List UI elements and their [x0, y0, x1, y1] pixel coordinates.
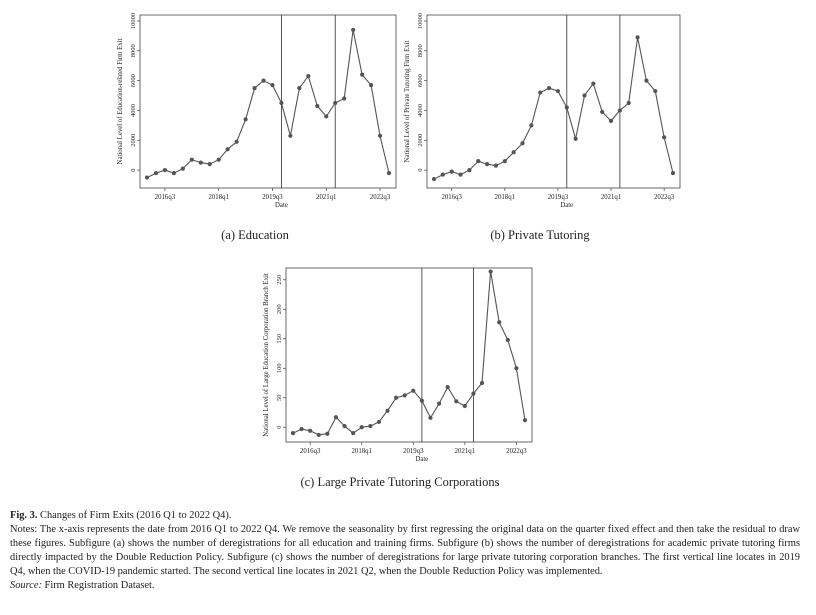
data-point	[497, 320, 501, 324]
x-tick-label: 2018q1	[351, 448, 372, 455]
figure-title-line	[10, 509, 800, 523]
data-point	[485, 162, 489, 166]
x-tick-label: 2016q3	[299, 448, 321, 455]
chart-large-corporations-svg	[260, 262, 545, 467]
data-point	[463, 404, 467, 408]
series-line	[293, 272, 525, 435]
y-tick-label: 0	[276, 425, 283, 429]
data-point	[494, 164, 498, 168]
data-point	[325, 432, 329, 436]
subfigure-caption-a: (a) Education	[221, 228, 289, 242]
x-axis-title: Date	[275, 202, 288, 209]
data-point	[476, 159, 480, 163]
data-point	[514, 366, 518, 370]
chart-education	[108, 8, 398, 218]
chart-private-tutoring-svg	[405, 8, 695, 218]
figure-source	[10, 579, 800, 593]
data-point	[235, 140, 239, 144]
x-tick-label: 2022q3	[653, 194, 675, 201]
y-tick-label: 6000	[417, 74, 424, 88]
y-axis-title: National Level of Education-related Firm Exit	[117, 38, 124, 165]
y-tick-label: 4000	[417, 103, 424, 117]
y-tick-label: 8000	[417, 44, 424, 58]
data-point	[582, 93, 586, 97]
x-tick-label: 2019q3	[262, 194, 283, 201]
data-point	[308, 429, 312, 433]
data-point	[394, 396, 398, 400]
data-point	[556, 89, 560, 93]
subfigure-caption-b: (b) Private Tutoring	[490, 228, 590, 242]
data-point	[261, 79, 265, 83]
x-tick-label: 2018q1	[208, 194, 229, 201]
data-point	[369, 83, 373, 87]
data-point	[428, 416, 432, 420]
data-point	[270, 83, 274, 87]
data-point	[279, 101, 283, 105]
y-tick-label: 50	[276, 394, 283, 402]
y-axis-title: National Level of Large Education Corporation Branch Exit	[263, 273, 270, 437]
y-tick-label: 200	[276, 304, 283, 315]
data-point	[420, 399, 424, 403]
data-point	[565, 105, 569, 109]
data-point	[512, 150, 516, 154]
y-tick-label: 150	[276, 333, 283, 344]
x-tick-label: 2016q3	[441, 194, 462, 201]
chart-education-svg	[108, 8, 398, 218]
data-point	[317, 433, 321, 437]
plot-frame	[427, 15, 680, 188]
data-point	[368, 424, 372, 428]
plot-frame	[286, 268, 532, 442]
data-point	[538, 90, 542, 94]
data-point	[387, 171, 391, 175]
y-tick-label: 8000	[130, 44, 137, 58]
figure-notes: Notes: The x-axis represents the date from 2016 Q1 to 2022 Q4. We remove the seasonality by first regressing the original data on the quarter fixed effect and then take the residual to draw these figures. Subfigure (a) shows the number of deregistrations for all education and training firms. Subfigure (b) shows the number of deregistrations for academic private tutoring firms directly impacted by the Double Reduction Policy. Subfigure (c) shows the number of deregistrations for large private tutoring corporation branches. The first vertical line locates in 2019 Q4, when the COVID-19 pandemic started. The second vertical line locates in 2021 Q2, when the Double Reduction Policy was implemented.	[10, 524, 800, 577]
data-point	[450, 169, 454, 173]
data-point	[454, 399, 458, 403]
data-point	[226, 147, 230, 151]
data-point	[145, 175, 149, 179]
y-tick-label: 2000	[130, 133, 137, 147]
subfigure-caption-c: (c) Large Private Tutoring Corporations	[300, 475, 500, 489]
data-point	[172, 171, 176, 175]
data-point	[574, 137, 578, 141]
data-point	[377, 420, 381, 424]
data-point	[591, 82, 595, 86]
data-point	[351, 431, 355, 435]
data-point	[252, 86, 256, 90]
series-line	[434, 37, 673, 179]
data-point	[432, 177, 436, 181]
data-point	[635, 35, 639, 39]
data-point	[627, 101, 631, 105]
data-point	[324, 114, 328, 118]
data-point	[506, 338, 510, 342]
source-label: Source:	[10, 580, 42, 591]
data-point	[360, 425, 364, 429]
chart-large-corporations	[260, 262, 545, 467]
figure-title: Changes of Firm Exits (2016 Q1 to 2022 Q4).	[40, 510, 232, 521]
data-point	[600, 110, 604, 114]
data-point	[489, 269, 493, 273]
data-point	[334, 415, 338, 419]
x-tick-label: 2018q1	[494, 194, 516, 201]
data-point	[618, 108, 622, 112]
data-point	[351, 28, 355, 32]
data-point	[208, 162, 212, 166]
y-tick-label: 250	[276, 274, 283, 285]
data-point	[299, 427, 303, 431]
x-tick-label: 2022q3	[369, 194, 391, 201]
x-tick-label: 2016q3	[154, 194, 176, 201]
y-tick-label: 6000	[130, 74, 137, 88]
y-tick-label: 2000	[417, 133, 424, 147]
y-tick-label: 10000	[417, 12, 424, 30]
y-tick-label: 0	[130, 168, 137, 172]
x-tick-label: 2019q3	[403, 448, 424, 455]
data-point	[411, 389, 415, 393]
y-tick-label: 0	[417, 168, 424, 172]
x-axis-title: Date	[415, 456, 429, 463]
data-point	[403, 393, 407, 397]
data-point	[662, 135, 666, 139]
plot-frame	[140, 15, 396, 188]
source-text: Firm Registration Dataset.	[41, 580, 155, 591]
y-axis-title: National Level of Private Tutoring Firm Exit	[404, 40, 411, 163]
data-point	[653, 89, 657, 93]
data-point	[471, 392, 475, 396]
data-point	[217, 158, 221, 162]
data-point	[342, 96, 346, 100]
figure-caption-block	[10, 509, 800, 593]
data-point	[523, 418, 527, 422]
data-point	[360, 73, 364, 77]
data-point	[291, 431, 295, 435]
data-point	[288, 134, 292, 138]
x-tick-label: 2021q1	[454, 448, 476, 455]
data-point	[547, 86, 551, 90]
data-point	[378, 134, 382, 138]
data-point	[671, 171, 675, 175]
data-point	[163, 168, 167, 172]
data-point	[154, 171, 158, 175]
data-point	[520, 141, 524, 145]
data-point	[243, 117, 247, 121]
y-tick-label: 10000	[130, 12, 137, 30]
data-point	[529, 123, 533, 127]
data-point	[333, 101, 337, 105]
data-point	[437, 402, 441, 406]
data-point	[342, 424, 346, 428]
x-tick-label: 2022q3	[506, 448, 527, 455]
data-point	[181, 167, 185, 171]
y-tick-label: 4000	[130, 103, 137, 117]
data-point	[446, 385, 450, 389]
figure-label: Fig. 3.	[10, 510, 38, 521]
x-tick-label: 2021q1	[600, 194, 622, 201]
data-point	[306, 74, 310, 78]
data-point	[315, 104, 319, 108]
y-tick-label: 100	[276, 363, 283, 374]
data-point	[480, 381, 484, 385]
x-tick-label: 2019q3	[547, 194, 569, 201]
data-point	[297, 86, 301, 90]
series-line	[147, 30, 389, 178]
data-point	[467, 168, 471, 172]
chart-private-tutoring	[405, 8, 695, 218]
data-point	[503, 159, 507, 163]
data-point	[644, 79, 648, 83]
data-point	[190, 158, 194, 162]
data-point	[385, 409, 389, 413]
data-point	[199, 161, 203, 165]
x-tick-label: 2021q1	[316, 194, 337, 201]
data-point	[441, 172, 445, 176]
x-axis-title: Date	[560, 202, 574, 209]
data-point	[609, 119, 613, 123]
data-point	[458, 172, 462, 176]
